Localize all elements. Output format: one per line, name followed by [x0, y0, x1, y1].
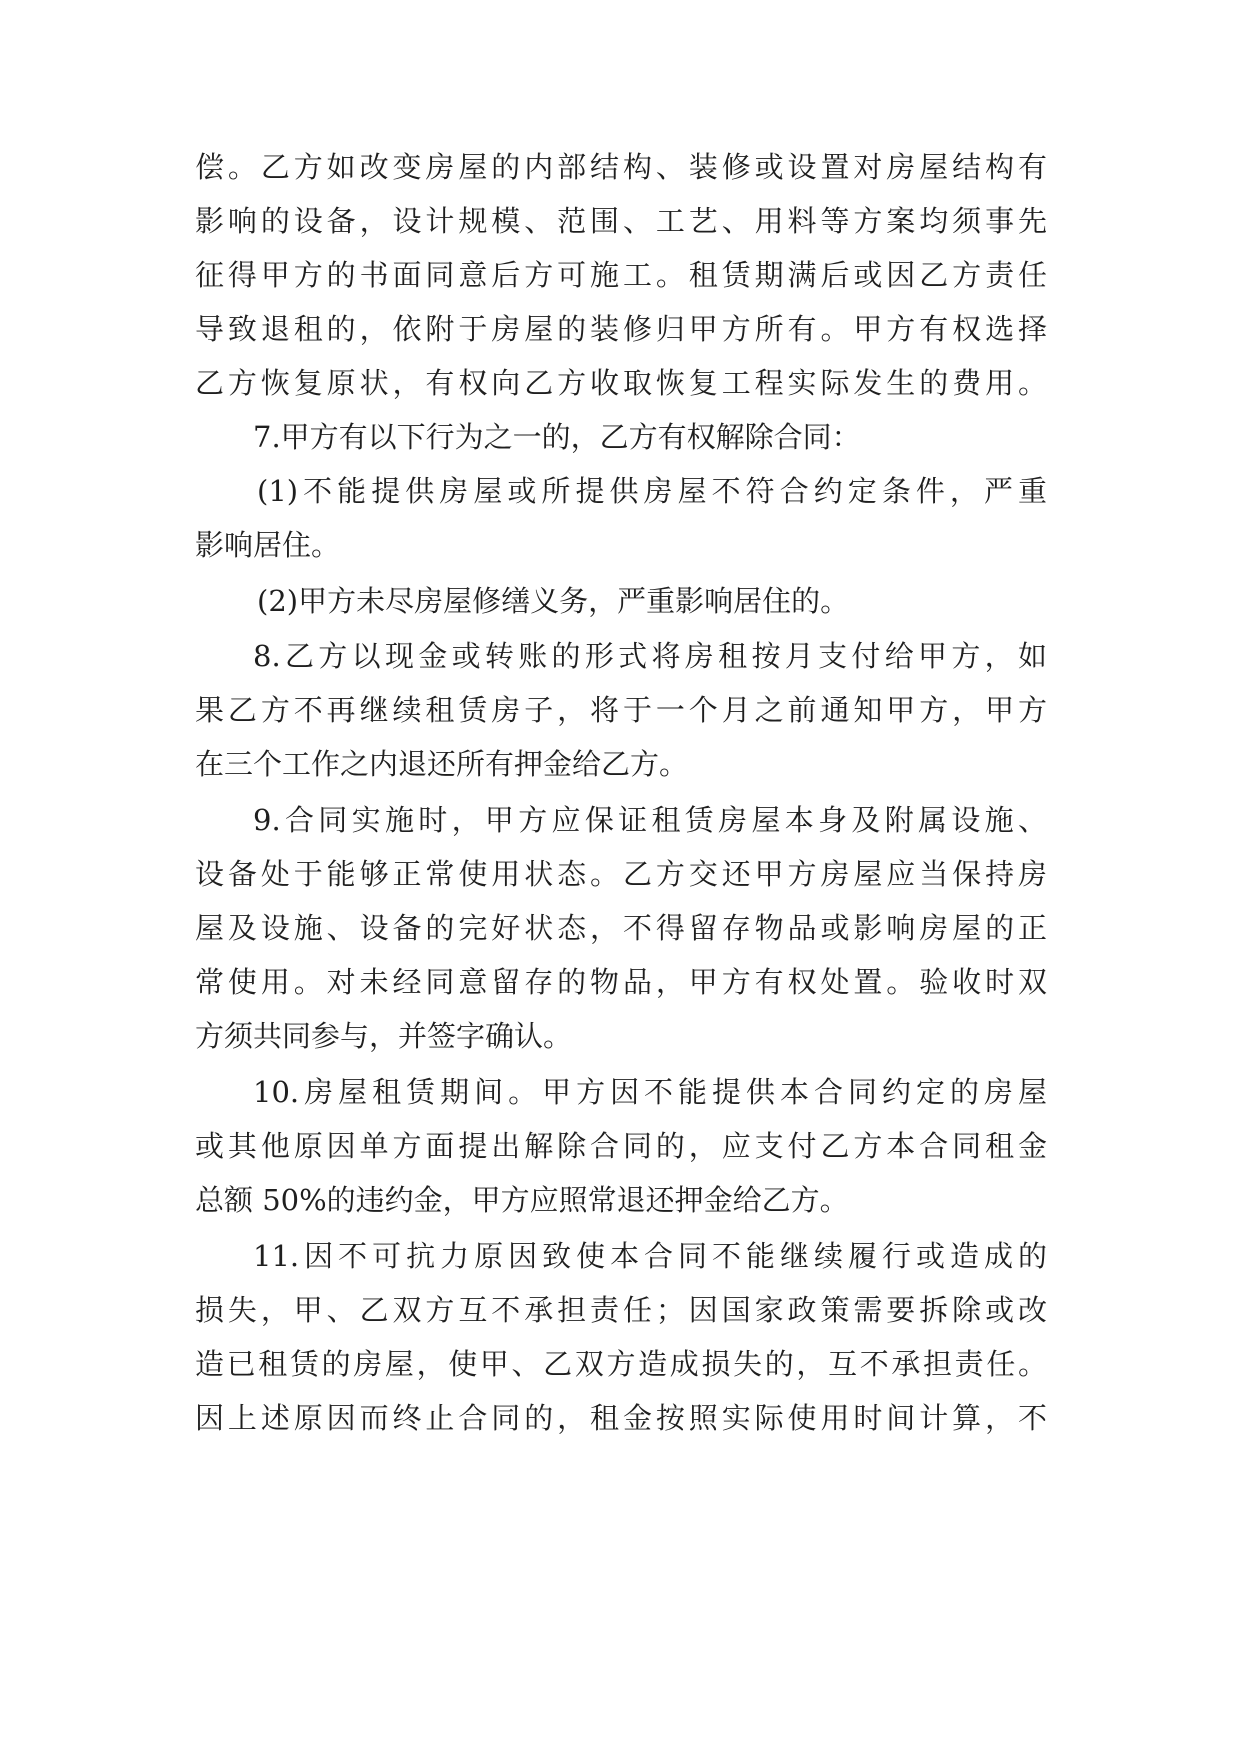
text-line: 屋及设施、设备的完好状态，不得留存物品或影响房屋的正	[195, 911, 1047, 945]
clause-8: 8.乙方以现金或转账的形式将房租按月支付给甲方，如	[253, 639, 1047, 673]
text-line: 常使用。对未经同意留存的物品，甲方有权处置。验收时双	[195, 965, 1047, 999]
clause-7-item-1: (1)不能提供房屋或所提供房屋不符合约定条件，严重	[257, 474, 1047, 508]
text-line: 影响居住。	[195, 528, 341, 562]
clause-10: 10.房屋租赁期间。甲方因不能提供本合同约定的房屋	[253, 1075, 1047, 1109]
text-line: 影响的设备，设计规模、范围、工艺、用料等方案均须事先	[195, 204, 1047, 238]
text-line: 总额 50%的违约金，甲方应照常退还押金给乙方。	[195, 1183, 849, 1217]
text-line: 导致退租的，依附于房屋的装修归甲方所有。甲方有权选择	[195, 312, 1047, 346]
clause-11: 11.因不可抗力原因致使本合同不能继续履行或造成的	[253, 1239, 1047, 1273]
text-line: 设备处于能够正常使用状态。乙方交还甲方房屋应当保持房	[195, 857, 1047, 891]
text-line: 偿。乙方如改变房屋的内部结构、装修或设置对房屋结构有	[195, 150, 1047, 184]
text-line: 或其他原因单方面提出解除合同的，应支付乙方本合同租金	[195, 1129, 1047, 1163]
text-line: 造已租赁的房屋，使甲、乙双方造成损失的，互不承担责任。	[195, 1347, 1047, 1381]
clause-7-heading: 7.甲方有以下行为之一的，乙方有权解除合同：	[253, 420, 861, 454]
text-line: 乙方恢复原状，有权向乙方收取恢复工程实际发生的费用。	[195, 366, 1047, 400]
text-line: 果乙方不再继续租赁房子，将于一个月之前通知甲方，甲方	[195, 693, 1047, 727]
clause-7-item-2: (2)甲方未尽房屋修缮义务，严重影响居住的。	[257, 584, 850, 618]
text-line: 损失，甲、乙双方互不承担责任；因国家政策需要拆除或改	[195, 1293, 1047, 1327]
text-line: 征得甲方的书面同意后方可施工。租赁期满后或因乙方责任	[195, 258, 1047, 292]
text-line: 因上述原因而终止合同的，租金按照实际使用时间计算，不	[195, 1401, 1047, 1435]
text-line: 方须共同参与，并签字确认。	[195, 1019, 573, 1053]
clause-9: 9.合同实施时，甲方应保证租赁房屋本身及附属设施、	[253, 803, 1047, 837]
text-line: 在三个工作之内退还所有押金给乙方。	[195, 747, 689, 781]
